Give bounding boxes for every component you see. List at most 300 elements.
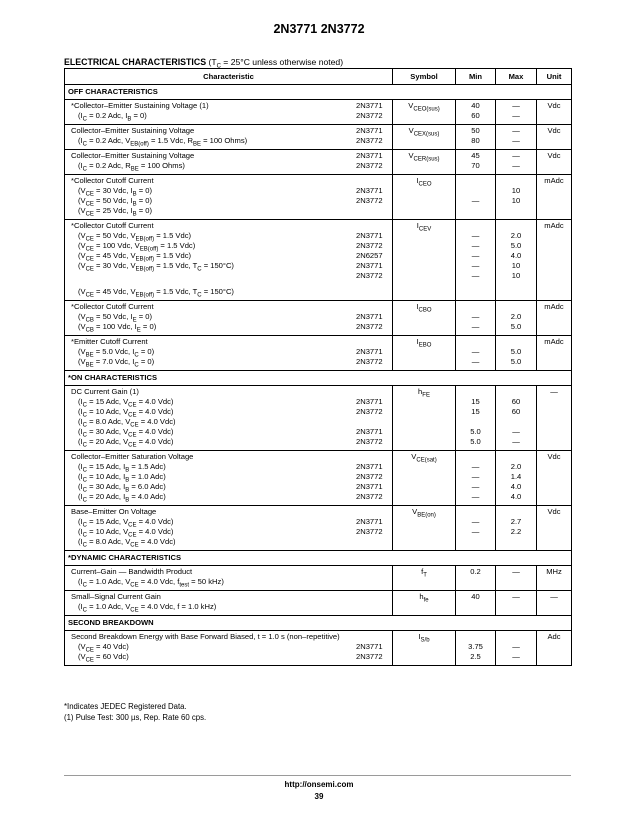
characteristic-line <box>71 397 389 407</box>
min-cell <box>456 150 496 175</box>
unit-cell: mAdc <box>537 301 572 336</box>
value-spacer <box>456 507 495 517</box>
max-value: 10 <box>511 196 521 205</box>
characteristic-cell <box>65 150 393 175</box>
max-value: — <box>512 592 520 601</box>
unit-cell: MHz <box>537 566 572 591</box>
table-row <box>65 386 572 451</box>
symbol-cell: $I_{CEO}$ <box>393 175 456 220</box>
max-cell <box>496 451 537 506</box>
max-cell <box>496 220 537 301</box>
condition-text: Collector–Emitter Sustaining Voltage <box>71 151 195 160</box>
unit-cell: Adc <box>537 631 572 666</box>
characteristic-line <box>71 101 389 111</box>
characteristic-line <box>71 231 389 241</box>
part-number <box>356 452 389 462</box>
condition-text: ($V_{CE} = 60$ Vdc) <box>78 652 129 664</box>
condition-text: ($I_C = 10$ Adc, $I_B = 1.0$ Adc) <box>78 472 166 484</box>
characteristic-line <box>71 126 389 136</box>
table-row <box>65 150 572 175</box>
min-cell <box>456 301 496 336</box>
min-value: — <box>471 196 480 205</box>
footnotes <box>64 701 206 723</box>
max-value: 4.0 <box>510 482 522 491</box>
characteristic-line <box>71 517 389 527</box>
min-value: 70 <box>471 161 480 170</box>
max-value: — <box>512 642 520 651</box>
max-value: — <box>512 126 520 135</box>
characteristic-cell <box>65 301 393 336</box>
max-cell <box>496 336 537 371</box>
max-cell <box>496 631 537 666</box>
table-caption <box>64 57 344 70</box>
table-row <box>65 506 572 551</box>
condition-text: ($I_C = 15$ Adc, $I_B = 1.5$ Adc) <box>78 462 166 474</box>
min-value: — <box>471 231 480 240</box>
part-number <box>356 302 389 312</box>
min-value: 40 <box>471 101 480 110</box>
min-cell <box>456 631 496 666</box>
header-characteristic: Characteristic <box>65 69 393 85</box>
condition-text: ($V_{CE} = 40$ Vdc) <box>78 642 129 654</box>
characteristic-line <box>71 322 389 332</box>
min-value: — <box>471 472 480 481</box>
symbol-cell: $f_T$ <box>393 566 456 591</box>
characteristic-line <box>71 312 389 322</box>
section-title: *ON CHARACTERISTICS <box>65 371 572 386</box>
condition-text: ($V_{CE} = 45$ Vdc, $V_{EB(off)} = 1.5$ Vdc) <box>78 251 192 263</box>
value-spacer <box>456 387 495 397</box>
condition-text: *Emitter Cutoff Current <box>71 337 148 346</box>
condition-text: *Collector Cutoff Current <box>71 176 154 185</box>
min-cell <box>456 566 496 591</box>
min-value: 5.0 <box>470 427 481 436</box>
max-value: 2.2 <box>510 527 522 536</box>
unit-cell: mAdc <box>537 336 572 371</box>
characteristic-line <box>71 151 389 161</box>
characteristic-line <box>71 437 389 447</box>
part-number: 2N3771 <box>356 482 383 491</box>
max-value: 60 <box>511 397 521 406</box>
condition-text: ($V_{CE} = 30$ Vdc, $I_B = 0$) <box>78 186 153 198</box>
max-value: — <box>512 567 520 576</box>
characteristic-line <box>71 206 389 216</box>
max-cell <box>496 301 537 336</box>
symbol-cell: $V_{BE(on)}$ <box>393 506 456 551</box>
part-number <box>356 592 389 602</box>
max-value: 2.0 <box>510 312 522 321</box>
max-cell <box>496 125 537 150</box>
symbol-cell: $I_{EBO}$ <box>393 336 456 371</box>
characteristic-line <box>71 427 389 437</box>
min-value: — <box>471 357 480 366</box>
characteristic-line <box>71 387 389 397</box>
min-cell <box>456 125 496 150</box>
condition-text: *Collector Cutoff Current <box>71 302 154 311</box>
condition-text: ($V_{BE} = 7.0$ Vdc, $I_C = 0$) <box>78 357 155 369</box>
value-spacer <box>496 221 536 231</box>
max-cell <box>496 175 537 220</box>
part-number: 2N3771 <box>356 642 383 651</box>
part-number: 2N3772 <box>356 652 383 661</box>
header-symbol: Symbol <box>393 69 456 85</box>
table-row <box>65 220 572 301</box>
header-unit: Unit <box>537 69 572 85</box>
characteristic-line <box>71 527 389 537</box>
condition-text <box>71 271 356 281</box>
characteristic-line <box>71 136 389 146</box>
part-number <box>356 176 389 186</box>
value-spacer <box>496 387 536 397</box>
symbol-cell: $V_{CE(sat)}$ <box>393 451 456 506</box>
value-spacer <box>456 337 495 347</box>
characteristic-line <box>71 592 389 602</box>
part-number <box>356 507 389 517</box>
max-value: 4.0 <box>510 492 522 501</box>
section-header-row <box>65 85 572 100</box>
max-value: 1.4 <box>510 472 522 481</box>
min-value: 40 <box>471 592 480 601</box>
characteristic-line <box>71 251 389 261</box>
min-value: 5.0 <box>470 437 481 446</box>
part-number: 2N3772 <box>356 437 383 446</box>
table-row <box>65 451 572 506</box>
section-header-row <box>65 551 572 566</box>
symbol-cell: $V_{CEO(sus)}$ <box>393 100 456 125</box>
condition-text: ($I_C = 8.0$ Adc, $V_{CE} = 4.0$ Vdc) <box>78 537 176 549</box>
max-cell <box>496 591 537 616</box>
min-cell <box>456 506 496 551</box>
part-number: 2N3772 <box>356 472 383 481</box>
max-cell <box>496 100 537 125</box>
condition-text: ($V_{CE} = 25$ Vdc, $I_B = 0$) <box>78 206 153 218</box>
unit-cell: Vdc <box>537 125 572 150</box>
table-row <box>65 175 572 220</box>
characteristic-cell <box>65 336 393 371</box>
unit-cell: — <box>537 591 572 616</box>
characteristic-line <box>71 302 389 312</box>
min-value <box>456 417 495 427</box>
max-value: 2.0 <box>510 231 522 240</box>
max-value: — <box>512 161 520 170</box>
characteristic-line <box>71 161 389 171</box>
unit-cell: mAdc <box>537 220 572 301</box>
unit-cell: Vdc <box>537 100 572 125</box>
table-row <box>65 100 572 125</box>
table-row <box>65 125 572 150</box>
condition-text: ($I_C = 30$ Adc, $I_B = 6.0$ Adc) <box>78 482 166 494</box>
characteristic-cell <box>65 506 393 551</box>
characteristic-cell <box>65 451 393 506</box>
min-value: 15 <box>471 397 480 406</box>
min-value: 2.5 <box>470 652 481 661</box>
characteristic-line <box>71 241 389 251</box>
characteristic-cell <box>65 100 393 125</box>
condition-text: ($I_C = 1.0$ Adc, $V_{CE} = 4.0$ Vdc, f = 1.0 kHz) <box>78 602 217 614</box>
characteristic-cell <box>65 566 393 591</box>
part-number <box>356 567 389 577</box>
characteristic-line <box>71 196 389 206</box>
min-value: — <box>471 271 480 280</box>
part-number <box>356 632 389 642</box>
section-header-row <box>65 616 572 631</box>
condition-text: Current–Gain — Bandwidth Product <box>71 567 193 576</box>
characteristic-line <box>71 632 389 642</box>
min-cell <box>456 175 496 220</box>
max-value: 4.0 <box>510 251 522 260</box>
min-value: 60 <box>471 111 480 120</box>
value-spacer <box>456 632 495 642</box>
max-value: — <box>512 136 520 145</box>
min-value: — <box>471 462 480 471</box>
condition-text: Collector–Emitter Saturation Voltage <box>71 452 194 461</box>
table-body <box>65 85 572 666</box>
min-value: — <box>471 517 480 526</box>
condition-text: *Collector Cutoff Current <box>71 221 154 230</box>
condition-text: Base–Emitter On Voltage <box>71 507 157 516</box>
characteristic-line <box>71 337 389 347</box>
min-value: — <box>471 482 480 491</box>
condition-text: ($V_{CB} = 100$ Vdc, $I_E = 0$) <box>78 322 157 334</box>
value-spacer <box>456 221 495 231</box>
value-spacer <box>456 186 495 196</box>
condition-text: ($I_C = 0.2$ Adc, $I_B = 0$) <box>78 111 147 123</box>
max-value: — <box>512 151 520 160</box>
condition-text: Second Breakdown Energy with Base Forward Biased, t = 1.0 s (non–repetitive) <box>71 632 340 641</box>
characteristic-line <box>71 186 389 196</box>
min-value: — <box>471 241 480 250</box>
condition-text: ($V_{CE} = 50$ Vdc, $I_B = 0$) <box>78 196 153 208</box>
min-cell <box>456 100 496 125</box>
part-number <box>356 287 389 297</box>
part-number: 2N3772 <box>356 357 383 366</box>
electrical-characteristics-table <box>64 68 572 666</box>
part-number: 2N3771 <box>356 126 383 135</box>
max-cell <box>496 386 537 451</box>
max-value: 5.0 <box>510 241 522 250</box>
max-value: — <box>512 101 520 110</box>
table-row <box>65 336 572 371</box>
part-number: 2N3771 <box>356 261 383 270</box>
characteristic-line <box>71 482 389 492</box>
max-value: — <box>512 111 520 120</box>
condition-text: Small–Signal Current Gain <box>71 592 161 601</box>
characteristic-line <box>71 507 389 517</box>
condition-text: ($I_C = 0.2$ Adc, $V_{EB(off)} = 1.5$ Vdc, $R_{BE} = 100$ Ohms) <box>78 136 248 148</box>
min-value: — <box>471 492 480 501</box>
part-number: 2N3772 <box>356 492 383 501</box>
min-cell <box>456 451 496 506</box>
symbol-cell: $I_{CBO}$ <box>393 301 456 336</box>
table-condition: ($T_C = 25^\circ C$ unless otherwise noted) <box>208 57 344 70</box>
section-title: SECOND BREAKDOWN <box>65 616 572 631</box>
max-cell <box>496 566 537 591</box>
min-value: — <box>471 261 480 270</box>
part-number: 2N3772 <box>356 241 383 250</box>
condition-text: DC Current Gain (1) <box>71 387 139 396</box>
max-cell <box>496 506 537 551</box>
min-value: 45 <box>471 151 480 160</box>
condition-text: ($V_{CE} = 30$ Vdc, $V_{EB(off)} = 1.5$ Vdc, $T_C = 150^\circ C$) <box>78 261 234 273</box>
part-number: 2N3772 <box>356 322 383 331</box>
condition-text: ($V_{BE} = 5.0$ Vdc, $I_C = 0$) <box>78 347 155 359</box>
max-value: 10 <box>511 271 521 280</box>
part-number <box>356 417 389 427</box>
characteristic-cell <box>65 631 393 666</box>
value-spacer <box>456 176 495 186</box>
characteristic-line <box>71 602 389 612</box>
characteristic-line <box>71 111 389 121</box>
characteristic-line <box>71 577 389 587</box>
part-number: 2N3771 <box>356 151 383 160</box>
min-value: — <box>471 322 480 331</box>
value-spacer <box>496 176 536 186</box>
part-number <box>356 221 389 231</box>
footnote-pulse-test: (1) Pulse Test: 300 µs, Rep. Rate 60 cps. <box>64 713 207 722</box>
characteristic-line <box>71 357 389 367</box>
characteristic-line <box>71 567 389 577</box>
part-number: 2N3771 <box>356 231 383 240</box>
footer-url[interactable]: http://onsemi.com <box>284 780 354 789</box>
part-number: 2N6257 <box>356 251 383 260</box>
min-cell <box>456 591 496 616</box>
symbol-cell: $V_{CER(sus)}$ <box>393 150 456 175</box>
value-spacer <box>496 302 536 312</box>
characteristic-line <box>71 407 389 417</box>
characteristic-line <box>71 652 389 662</box>
characteristic-cell <box>65 386 393 451</box>
characteristic-line <box>71 642 389 652</box>
part-number: 2N3772 <box>356 271 383 280</box>
characteristic-line <box>71 347 389 357</box>
max-value: — <box>512 652 520 661</box>
symbol-cell: $I_{S/b}$ <box>393 631 456 666</box>
characteristic-line <box>71 417 389 427</box>
section-title: *DYNAMIC CHARACTERISTICS <box>65 551 572 566</box>
min-value: 15 <box>471 407 480 416</box>
min-value: 80 <box>471 136 480 145</box>
part-number: 2N3771 <box>356 427 383 436</box>
part-number: 2N3772 <box>356 111 383 120</box>
condition-text: ($I_C = 20$ Adc, $V_{CE} = 4.0$ Vdc) <box>78 437 174 449</box>
max-value: 60 <box>511 407 521 416</box>
value-spacer <box>456 302 495 312</box>
condition-text: ($I_C = 15$ Adc, $V_{CE} = 4.0$ Vdc) <box>78 517 174 529</box>
part-number: 2N3772 <box>356 161 383 170</box>
min-cell <box>456 336 496 371</box>
unit-cell: Vdc <box>537 150 572 175</box>
max-value: — <box>512 427 520 436</box>
table-row <box>65 591 572 616</box>
unit-cell: Vdc <box>537 451 572 506</box>
characteristic-cell <box>65 125 393 150</box>
footer-divider <box>64 775 571 776</box>
max-value: 5.0 <box>510 347 522 356</box>
condition-text: ($I_C = 8.0$ Adc, $V_{CE} = 4.0$ Vdc) <box>78 417 176 429</box>
condition-text: ($I_C = 30$ Adc, $V_{CE} = 4.0$ Vdc) <box>78 427 174 439</box>
part-number: 2N3771 <box>356 312 383 321</box>
min-value: — <box>471 312 480 321</box>
table-row <box>65 566 572 591</box>
part-number <box>356 337 389 347</box>
condition-text: ($V_{CE} = 100$ Vdc, $V_{EB(off)} = 1.5$ Vdc) <box>78 241 196 253</box>
part-number: 2N3772 <box>356 196 383 205</box>
min-cell <box>456 220 496 301</box>
table-row <box>65 301 572 336</box>
max-value: 2.0 <box>510 462 522 471</box>
part-number: 2N3771 <box>356 101 383 110</box>
symbol-cell: $h_{fe}$ <box>393 591 456 616</box>
part-number <box>356 387 389 397</box>
characteristic-line <box>71 176 389 186</box>
characteristic-cell <box>65 220 393 301</box>
min-value: — <box>471 347 480 356</box>
header-min: Min <box>456 69 496 85</box>
part-number: 2N3771 <box>356 347 383 356</box>
max-value <box>496 417 536 427</box>
unit-cell: mAdc <box>537 175 572 220</box>
condition-text: ($I_C = 10$ Adc, $V_{CE} = 4.0$ Vdc) <box>78 407 174 419</box>
part-number <box>356 602 389 612</box>
unit-cell: Vdc <box>537 506 572 551</box>
condition-text: Collector–Emitter Sustaining Voltage <box>71 126 195 135</box>
characteristic-line <box>71 462 389 472</box>
condition-text: ($I_C = 0.2$ Adc, $R_{BE} = 100$ Ohms) <box>78 161 185 173</box>
table-header-row <box>65 69 572 85</box>
max-value: 5.0 <box>510 322 522 331</box>
characteristic-line <box>71 261 389 271</box>
min-value: — <box>471 527 480 536</box>
part-number <box>356 537 389 547</box>
symbol-cell: $h_{FE}$ <box>393 386 456 451</box>
characteristic-line <box>71 271 389 281</box>
value-spacer <box>496 452 536 462</box>
condition-text: ($V_{CE} = 45$ Vdc, $V_{EB(off)} = 1.5$ Vdc, $T_C = 150^\circ C$) <box>78 287 234 299</box>
characteristic-line <box>71 472 389 482</box>
condition-text: ($I_C = 1.0$ Adc, $V_{CE} = 4.0$ Vdc, $f_{test} = 50$ kHz) <box>78 577 224 589</box>
condition-text: *Collector–Emitter Sustaining Voltage (1) <box>71 101 209 110</box>
symbol-cell: $V_{CEX(sus)}$ <box>393 125 456 150</box>
table-title: ELECTRICAL CHARACTERISTICS <box>64 57 207 67</box>
header-max: Max <box>496 69 537 85</box>
characteristic-cell <box>65 175 393 220</box>
max-value: 2.7 <box>510 517 522 526</box>
part-number: 2N3771 <box>356 462 383 471</box>
max-value: 5.0 <box>510 357 522 366</box>
part-number: 2N3771 <box>356 397 383 406</box>
part-number: 2N3771 <box>356 517 383 526</box>
footnote-jedec: *Indicates JEDEC Registered Data. <box>64 702 187 711</box>
max-value: — <box>512 437 520 446</box>
characteristic-line <box>71 537 389 547</box>
section-title: OFF CHARACTERISTICS <box>65 85 572 100</box>
symbol-cell: $I_{CEV}$ <box>393 220 456 301</box>
condition-text: ($V_{CE} = 50$ Vdc, $V_{EB(off)} = 1.5$ Vdc) <box>78 231 192 243</box>
min-value: — <box>471 251 480 260</box>
page-number: 39 <box>314 792 324 801</box>
min-value: 0.2 <box>470 567 481 576</box>
characteristic-cell <box>65 591 393 616</box>
value-spacer <box>496 337 536 347</box>
max-value: 10 <box>511 186 521 195</box>
characteristic-line <box>71 452 389 462</box>
min-cell <box>456 386 496 451</box>
part-number <box>356 577 389 587</box>
part-number: 2N3771 <box>356 186 383 195</box>
table-row <box>65 631 572 666</box>
value-spacer <box>496 632 536 642</box>
characteristic-line <box>71 492 389 502</box>
